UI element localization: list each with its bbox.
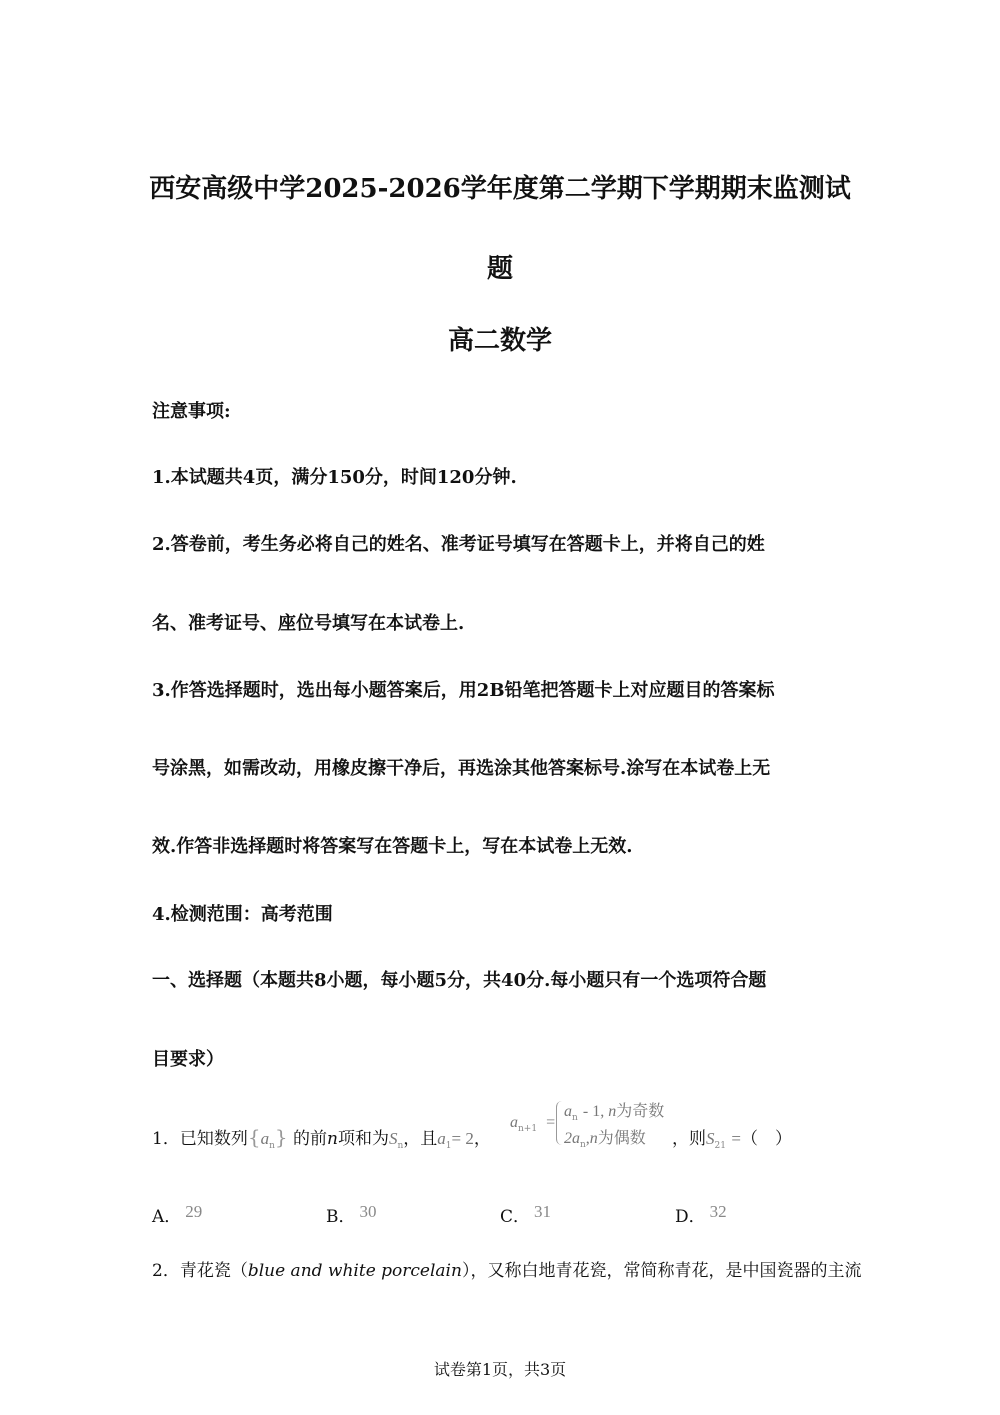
note-item-4: 4.检测范围：高考范围: [152, 904, 333, 925]
q1-n: n: [327, 1129, 338, 1149]
option-c-label: C．: [500, 1207, 531, 1227]
question-2-stem: [152, 1256, 861, 1281]
lhs-sub: n+1: [518, 1124, 538, 1134]
case2-n: n: [589, 1130, 598, 1147]
note-item-2-line1: 2.答卷前，考生务必将自己的姓名、准考证号填写在答题卡上，并将自己的姓: [152, 534, 765, 555]
q2-text-1: 2．青花瓷（: [152, 1261, 248, 1281]
q1-text-2: 的前: [293, 1129, 327, 1149]
option-d-label: D．: [675, 1207, 706, 1227]
case2-comma: ,: [585, 1130, 590, 1147]
exam-title-line1: 西安高级中学2025-2026学年度第二学期下学期期末监测试: [149, 174, 851, 204]
a1-sub: 1: [445, 1141, 452, 1151]
case2-symbol: 2a: [564, 1130, 580, 1147]
q2-english-term: blue and white porcelain: [247, 1261, 462, 1281]
piecewise-brace: [556, 1101, 563, 1145]
case1-n: n: [608, 1103, 617, 1120]
notes-heading: 注意事项:: [152, 401, 231, 422]
note-item-3-line1: 3.作答选择题时，选出每小题答案后，用2B铅笔把答题卡上对应题目的答案标: [152, 680, 775, 701]
case1-symbol: a: [564, 1103, 572, 1120]
option-a-label: A．: [152, 1207, 182, 1227]
note-item-2-line2: 名、准考证号、座位号填写在本试卷上.: [152, 613, 465, 634]
note-item-1: 1.本试题共4页，满分150分，时间120分钟.: [152, 467, 517, 488]
seq-brace-right: }: [274, 1125, 288, 1149]
option-c-value: 31: [534, 1202, 552, 1221]
case1-condition: 为奇数: [616, 1101, 665, 1120]
option-a[interactable]: [152, 1202, 202, 1227]
recurrence-lhs: [510, 1112, 555, 1134]
option-b[interactable]: [326, 1202, 377, 1227]
option-a-value: 29: [185, 1202, 203, 1221]
exam-title-line2: 题: [486, 254, 513, 284]
case2-sub: n: [580, 1140, 586, 1150]
case2-condition: 为偶数: [597, 1128, 646, 1147]
section1-heading-line1: 一、选择题（本题共8小题，每小题5分，共40分.每小题只有一个选项符合题: [152, 970, 767, 991]
q1-text-6: ，则: [672, 1129, 706, 1149]
s21-equals: =: [731, 1129, 741, 1148]
section1-heading-line2: 目要求）: [152, 1049, 224, 1070]
option-b-label: B．: [326, 1207, 356, 1227]
piecewise-case-1: [564, 1098, 664, 1123]
q2-text-2: ），又称白地青花瓷，常简称青花，是中国瓷器的主流: [461, 1261, 862, 1281]
q1-text-4: ，且: [403, 1129, 438, 1149]
piecewise-case-2: [564, 1125, 646, 1150]
q1-text-1: 1．已知数列: [152, 1129, 248, 1149]
case1-sub: n: [572, 1113, 578, 1123]
option-d-value: 32: [709, 1202, 727, 1221]
option-c[interactable]: [500, 1202, 551, 1227]
a1-value: = 2: [451, 1129, 474, 1148]
seq-term-sub: n: [269, 1141, 275, 1151]
page-footer: 试卷第1页，共3页: [433, 1360, 567, 1379]
option-b-value: 30: [359, 1202, 377, 1221]
option-d[interactable]: [675, 1202, 727, 1227]
answer-blank: （ ）: [740, 1129, 792, 1149]
note-item-3-line3: 效.作答非选择题时将答案写在答题卡上，写在本试卷上无效.: [152, 836, 633, 857]
lhs-equals: =: [546, 1114, 556, 1131]
a1-symbol: a: [437, 1129, 446, 1148]
s21-sub: 21: [714, 1141, 726, 1151]
case1-minus-one: - 1,: [582, 1103, 609, 1120]
seq-brace-left: {: [247, 1125, 261, 1149]
seq-term: a: [260, 1129, 270, 1148]
question-1-ask: [672, 1124, 792, 1151]
s21-symbol: S: [706, 1129, 715, 1148]
note-item-3-line2: 号涂黑，如需改动，用橡皮擦干净后，再选涂其他答案标号.涂写在本试卷上无: [152, 758, 771, 779]
sum-symbol: S: [388, 1129, 398, 1148]
question-1-stem: [152, 1124, 491, 1151]
subject-title: 高二数学: [447, 326, 552, 356]
q1-text-3: 项和为: [337, 1129, 389, 1149]
lhs-symbol: a: [510, 1114, 518, 1131]
sum-sub: n: [397, 1141, 404, 1151]
q1-text-5: ，: [473, 1129, 491, 1149]
